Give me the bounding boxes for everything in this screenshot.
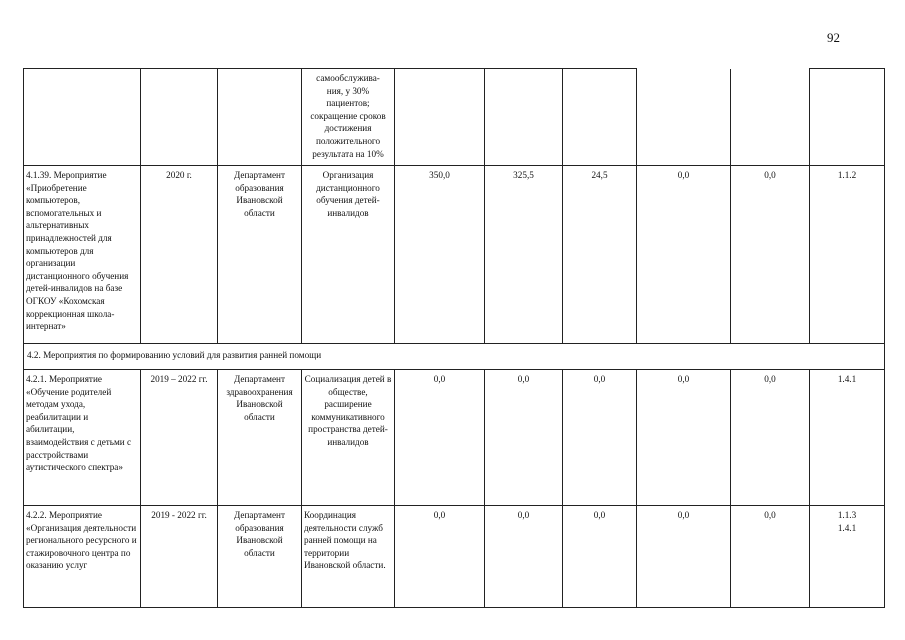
- cell-period: [141, 69, 218, 166]
- cell-value-5: 0,0: [731, 370, 810, 506]
- cell-period: 2019 – 2022 гг.: [141, 370, 218, 506]
- cell-value-3: [563, 69, 637, 166]
- cell-executor: [218, 69, 302, 166]
- cell-value-4: 0,0: [637, 166, 731, 344]
- cell-result: Организация дистанционного обучения детей-инвалидов: [302, 166, 395, 344]
- cell-value-2: 0,0: [485, 370, 563, 506]
- cell-value-5: 0,0: [731, 166, 810, 344]
- cell-value-3: 0,0: [563, 506, 637, 608]
- cell-executor: Департамент образования Ивановской области: [218, 166, 302, 344]
- cell-value-2: 0,0: [485, 506, 563, 608]
- cell-value-1: 0,0: [395, 506, 485, 608]
- cell-result: самообслужива- ния, у 30% пациентов; сокращение сроков достижения положительного результата на 10%: [302, 69, 395, 166]
- cell-indicator: [810, 69, 885, 166]
- cell-value-5: 0,0: [731, 506, 810, 608]
- cell-name: 4.2.1. Мероприятие «Обучение родителей методам ухода, реабилитации и абилитации, взаимодействия с детьми с расстройствами аутистического спектра»: [24, 370, 141, 506]
- cell-value-5: [731, 69, 810, 166]
- cell-name: 4.1.39. Мероприятие «Приобретение компьютеров, вспомогательных и альтернативных принадлежностей для компьютеров для организации дистанционного обучения детей-инвалидов на базе ОГКОУ «Кохомская коррекционная школа-интернат»: [24, 166, 141, 344]
- cell-indicator: 1.1.2: [810, 166, 885, 344]
- table-row: [24, 370, 885, 506]
- cell-value-4: 0,0: [637, 370, 731, 506]
- cell-period: 2019 - 2022 гг.: [141, 506, 218, 608]
- cell-indicator: 1.4.1: [810, 370, 885, 506]
- cell-value-1: 0,0: [395, 370, 485, 506]
- cell-period: 2020 г.: [141, 166, 218, 344]
- cell-value-1: 350,0: [395, 166, 485, 344]
- cell-name: [24, 69, 141, 166]
- table-row: [24, 506, 885, 608]
- table-row: [24, 166, 885, 344]
- cell-name: 4.2.2. Мероприятие «Организация деятельности регионального ресурсного и стажировочного центра по оказанию услуг: [24, 506, 141, 608]
- cell-value-4: [637, 69, 731, 166]
- cell-indicator: 1.1.3 1.4.1: [810, 506, 885, 608]
- page-number: 92: [827, 30, 840, 45]
- cell-value-2: [485, 69, 563, 166]
- cell-value-3: 0,0: [563, 370, 637, 506]
- cell-result: Координация деятельности служб ранней помощи на территории Ивановской области.: [302, 506, 395, 608]
- cell-value-2: 325,5: [485, 166, 563, 344]
- cell-value-3: 24,5: [563, 166, 637, 344]
- section-heading: 4.2. Мероприятия по формированию условий для развития ранней помощи: [24, 344, 885, 370]
- cell-value-4: 0,0: [637, 506, 731, 608]
- table-row: [24, 344, 885, 370]
- cell-executor: Департамент здравоохранения Ивановской области: [218, 370, 302, 506]
- table-row: [24, 69, 885, 166]
- cell-value-1: [395, 69, 485, 166]
- measures-table: [23, 68, 885, 608]
- cell-executor: Департамент образования Ивановской области: [218, 506, 302, 608]
- cell-result: Социализация детей в обществе, расширение коммуникативного пространства детей-инвалидов: [302, 370, 395, 506]
